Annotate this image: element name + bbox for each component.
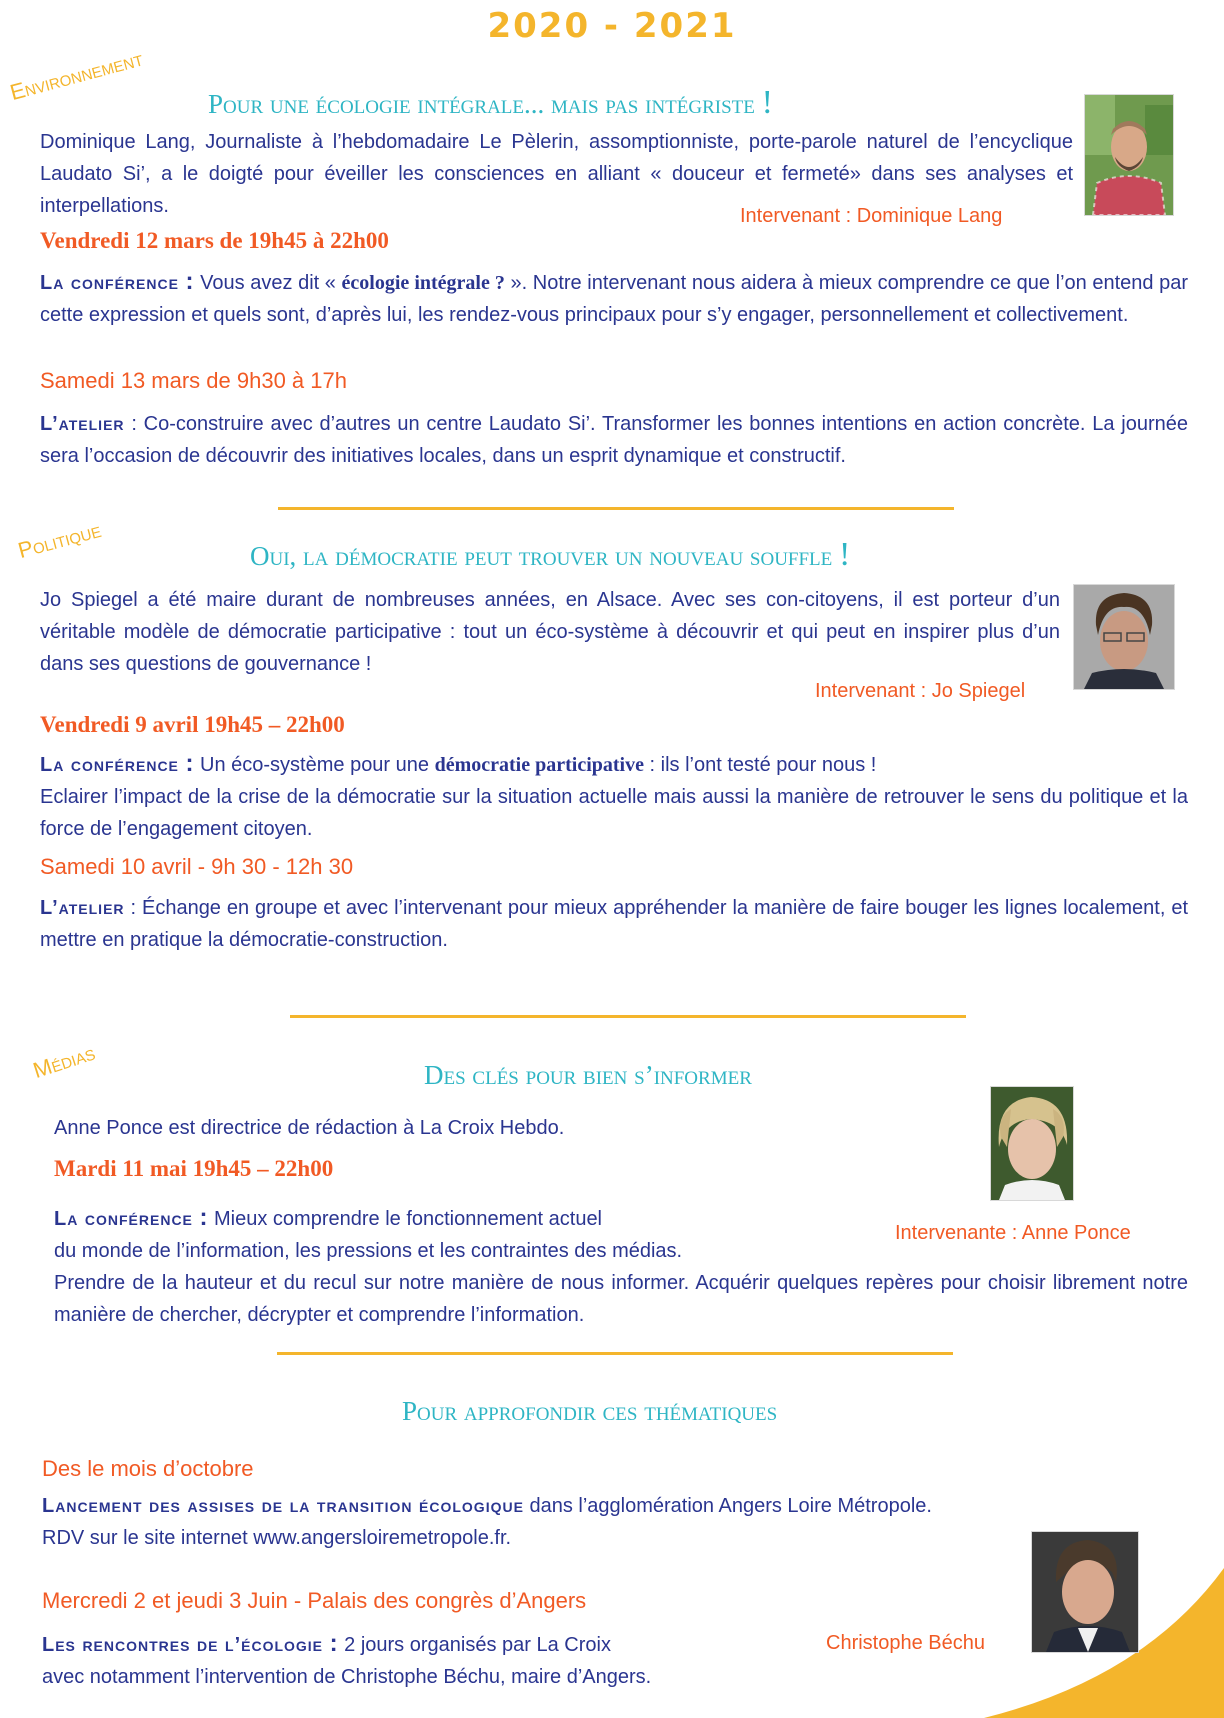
photo-jo-spiegel: [1073, 584, 1175, 690]
conference-line-2: du monde de l’information, les pressions et les contraintes des médias.: [54, 1240, 683, 1262]
section-tag-environnement: Environnement: [7, 45, 146, 106]
conference-text-3: Eclairer l’impact de la crise de la démocratie sur la situation actuelle mais aussi la manière de retrouver le sens du politique et la force de l’engagement citoyen.: [40, 786, 1188, 840]
date-environnement-atelier: Samedi 13 mars de 9h30 à 17h: [40, 368, 347, 393]
conference-medias: [54, 1202, 1188, 1331]
date-politique-atelier: Samedi 10 avril - 9h 30 - 12h 30: [40, 854, 354, 879]
date-event-juin: Mercredi 2 et jeudi 3 Juin - Palais des congrès d’Angers: [42, 1588, 587, 1613]
title-text: Oui, la démocratie peut trouver un nouveau souffle: [250, 541, 833, 571]
speaker-environnement: Intervenant : Dominique Lang: [740, 205, 1003, 227]
intro-environnement: Dominique Lang, Journaliste à l’hebdomadaire Le Pèlerin, assomptionniste, porte-parole naturel de l’encyclique Laudato Si’, a le doigté pour éveiller les consciences en alliant « douceur et fermeté» dans ses analyses et interpellations.: [40, 131, 1073, 217]
event-assises: [42, 1490, 1142, 1554]
conference-line-1: [40, 748, 1188, 781]
atelier-environnement: [40, 408, 1188, 472]
section-title-medias: Des clés pour bien s’informer: [424, 1060, 752, 1090]
atelier-lead: L’atelier: [40, 897, 125, 919]
event-rencontres-line-1: Les rencontres de l’écologie : 2 jours organisés par La Croix: [42, 1630, 611, 1657]
section-title-politique: [250, 536, 850, 574]
event-rencontres-line-2: avec notamment l’intervention de Christophe Béchu, maire d’Angers.: [42, 1666, 652, 1688]
photo-anne-ponce: [990, 1086, 1074, 1201]
conference-text-1: Un éco-système pour une: [200, 754, 430, 776]
conference-bold: écologie intégrale ?: [341, 272, 505, 294]
event-assises-lead: Lancement des assises de la transition écologique: [42, 1495, 524, 1517]
conference-lead: La conférence :: [40, 268, 195, 295]
title-text: Pour une écologie intégrale... mais pas intégriste: [208, 89, 755, 119]
intro-medias: Anne Ponce est directrice de rédaction à La Croix Hebdo.: [54, 1117, 565, 1139]
divider: [290, 1015, 966, 1018]
section-tag-politique: Politique: [15, 516, 104, 564]
event-assises-line-1: Lancement des assises de la transition écologique dans l’agglomération Angers Loire Métropole.: [42, 1495, 932, 1517]
conference-text-2: ». Notre intervenant nous aidera à mieux comprendre ce que l’on entend par cette expression et quels sont, d’après lui, les rendez-vous principaux pour s’y engager, personnellement et collectivement.: [40, 272, 1189, 326]
conference-line-3: Prendre de la hauteur et du recul sur notre manière de nous informer. Acquérir quelques repères pour choisir librement notre manière de chercher, décrypter et comprendre l’information.: [54, 1272, 1188, 1326]
photo-christophe-bechu: [1031, 1531, 1139, 1653]
divider: [278, 507, 954, 510]
event-rencontres: [42, 1628, 802, 1693]
atelier-text: : Co-construire avec d’autres un centre Laudato Si’. Transformer les bonnes intentions en action concrète. La journée sera l’occasion de découvrir des initiatives locales, dans un esprit dynamique et constructif.: [40, 413, 1188, 467]
conference-bold: démocratie participative: [434, 754, 644, 776]
conference-lead: La conférence :: [54, 1204, 209, 1231]
atelier-text: : Échange en groupe et avec l’intervenant pour mieux appréhender la manière de faire bouger les lignes localement, et mettre en pratique la démocratie-construction.: [40, 897, 1189, 951]
atelier-lead: L’atelier: [40, 413, 125, 435]
speaker-politique: Intervenant : Jo Spiegel: [815, 680, 1026, 702]
speaker-approfondir: Christophe Béchu: [826, 1632, 985, 1654]
title-exclamation: !: [761, 84, 773, 121]
date-politique-conference: Vendredi 9 avril 19h45 – 22h00: [40, 712, 345, 737]
conference-text-2: : ils l’ont testé pour nous !: [649, 754, 877, 776]
year-heading: 2020 - 2021: [487, 6, 737, 46]
conference-lead: La conférence :: [40, 750, 195, 777]
conference-text-1: Vous avez dit «: [200, 272, 336, 294]
event-assises-line-2: RDV sur le site internet www.angersloiremetropole.fr.: [42, 1527, 512, 1549]
conference-environnement: [40, 266, 1188, 331]
intro-politique: Jo Spiegel a été maire durant de nombreuses années, en Alsace. Avec ses con-citoyens, il est porteur d’un véritable modèle de démocratie participative : tout un éco-système à découvrir et qui peut en inspirer plus d’un dans ses questions de gouvernance !: [40, 589, 1060, 675]
section-title-approfondir: Pour approfondir ces thématiques: [402, 1396, 778, 1426]
conference-politique: [40, 748, 1188, 845]
speaker-medias: Intervenante : Anne Ponce: [895, 1222, 1131, 1244]
section-title-environnement: [208, 84, 773, 122]
photo-dominique-lang: [1084, 94, 1174, 216]
event-rencontres-lead: Les rencontres de l’écologie :: [42, 1630, 339, 1657]
section-tag-medias: Médias: [29, 1039, 98, 1084]
conference-line-1: La conférence : Mieux comprendre le fonctionnement actuel: [54, 1204, 603, 1231]
date-medias-conference: Mardi 11 mai 19h45 – 22h00: [54, 1156, 334, 1181]
atelier-politique: [40, 892, 1188, 956]
title-exclamation: !: [839, 536, 851, 573]
date-event-octobre: Des le mois d’octobre: [42, 1456, 254, 1481]
divider: [277, 1352, 953, 1355]
date-environnement-conference: Vendredi 12 mars de 19h45 à 22h00: [40, 228, 389, 253]
